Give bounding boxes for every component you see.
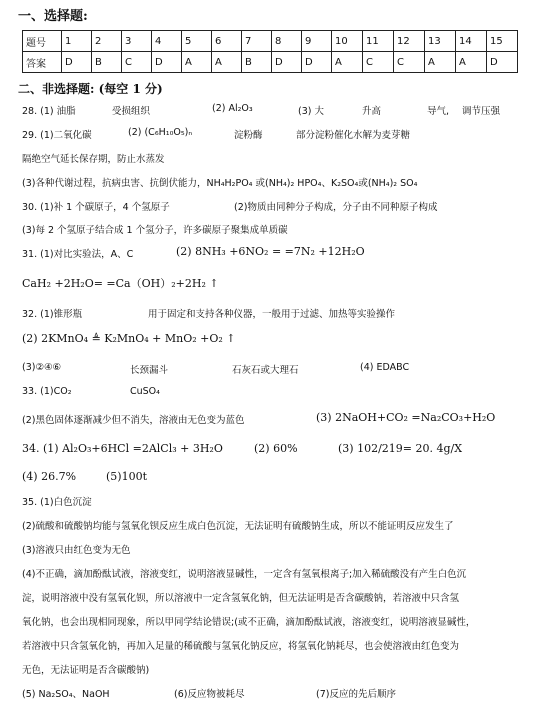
q34-d: (4) 26.7% (22, 470, 77, 483)
q28-f: 导气, (427, 106, 450, 117)
answer-cell: D (487, 52, 518, 73)
q33-c: (2)黑色固体逐渐减少但不消失，溶液由无色变为蓝色 (22, 415, 245, 426)
answer-cell: C (394, 52, 425, 73)
question-number-cell: 4 (152, 31, 182, 52)
q29-a: 29. (1)二氧化碳 (22, 130, 92, 141)
q33-d: (3) 2NaOH+CO₂ =Na₂CO₃+H₂O (316, 411, 496, 424)
q32-d: (3)②④⑥ (22, 362, 62, 373)
q28-g: 调节压强 (462, 106, 501, 117)
answer-cell: A (456, 52, 487, 73)
question-number-cell: 12 (394, 31, 425, 52)
question-number-cell: 9 (302, 31, 332, 52)
q35-g: 若溶液中只含氢氧化钠，再加入足量的稀硫酸与氢氧化钠反应，将氢氧化钠耗尽，也会使溶液由红色变为 (22, 641, 460, 652)
q35-c: (3)溶液只由红色变为无色 (22, 545, 131, 556)
answer-cell: D (62, 52, 92, 73)
question-number-cell: 1 (62, 31, 92, 52)
q35-f: 氧化钠，也会出现相同现象，所以甲同学结论错误;(或不正确，滴加酚酞试液，溶液变红，说明溶液显碱性， (22, 617, 476, 628)
section-1-title: 一、选择题: (18, 9, 88, 24)
question-number-cell: 6 (212, 31, 242, 52)
answer-table (22, 30, 518, 73)
q28-b: 受损组织 (112, 106, 151, 117)
q28-e: 升高 (362, 106, 382, 117)
q29-c: 淀粉酶 (234, 130, 263, 141)
row-head-number: 题号 (23, 31, 62, 52)
question-number-cell: 3 (122, 31, 152, 52)
q30-a: 30. (1)补 1 个碳原子，4 个氢原子 (22, 202, 170, 213)
q32-g: (4) EDABC (360, 362, 410, 373)
question-number-cell: 5 (182, 31, 212, 52)
q35-h: 无色，无法证明是否含碳酸钠) (22, 665, 150, 676)
q34-b: (2) 60% (254, 442, 298, 455)
q28-d: (3) 大 (298, 106, 324, 117)
answer-cell: A (425, 52, 456, 73)
q29-b: (2) (C₆H₁₀O₅)ₙ (128, 127, 193, 138)
answer-cell: A (212, 52, 242, 73)
q31-a: 31. (1)对比实验法，A、C (22, 249, 134, 260)
answer-cell: A (332, 52, 363, 73)
q32-f: 石灰石或大理石 (232, 365, 299, 376)
q34-a: 34. (1) Al₂O₃+6HCl =2AlCl₃ + 3H₂O (22, 442, 223, 455)
q35-k: (7)反应的先后顺序 (316, 689, 396, 700)
q34-e: (5)100t (106, 470, 147, 483)
question-number-cell: 15 (487, 31, 518, 52)
q30-b: (2)物质由同种分子构成，分子由不同种原子构成 (234, 202, 438, 213)
answer-cell: A (182, 52, 212, 73)
q35-d: (4)不正确，滴加酚酞试液，溶液变红，说明溶液显碱性，一定含有氢氧根离子;加入稀硫酸没有产生白色沉 (22, 569, 467, 580)
q32-c: (2) 2KMnO₄ ≜ K₂MnO₄ + MnO₂ +O₂ ↑ (22, 332, 236, 345)
question-number-cell: 10 (332, 31, 363, 52)
question-number-cell: 11 (363, 31, 394, 52)
table-row-numbers (23, 31, 518, 52)
q35-e: 淀，说明溶液中没有氢氧化钡，所以溶液中一定含氢氧化钠，但无法证明是否含碳酸钠，若溶液中只含氢 (22, 593, 460, 604)
answer-cell: B (92, 52, 122, 73)
q28-a: 28. (1) 油脂 (22, 106, 76, 117)
q29-e: 隔绝空气延长保存期，防止水蒸发 (22, 154, 165, 165)
table-row-answers (23, 52, 518, 73)
q28-c: (2) Al₂O₃ (212, 103, 253, 114)
answer-cell: B (242, 52, 272, 73)
question-number-cell: 8 (272, 31, 302, 52)
q35-j: (6)反应物被耗尽 (174, 689, 245, 700)
q32-b: 用于固定和支持各种仪器，一般用于过滤、加热等实验操作 (148, 309, 396, 320)
question-number-cell: 14 (456, 31, 487, 52)
row-head-answer: 答案 (23, 52, 62, 73)
q35-i: (5) Na₂SO₄、NaOH (22, 689, 110, 700)
question-number-cell: 2 (92, 31, 122, 52)
q29-d: 部分淀粉催化水解为麦芽糖 (296, 130, 411, 141)
q31-c: CaH₂ +2H₂O= =Ca（OH）₂+2H₂ ↑ (22, 277, 219, 290)
q32-a: 32. (1)锥形瓶 (22, 309, 83, 320)
q32-e: 长颈漏斗 (130, 365, 169, 376)
q29-f: (3)各种代谢过程，抗病虫害、抗倒伏能力，NH₄H₂PO₄ 或(NH₄)₂ HPO₄、K₂SO₄或(NH₄)₂ SO₄ (22, 178, 418, 189)
answer-cell: C (122, 52, 152, 73)
q35-a: 35. (1)白色沉淀 (22, 497, 92, 508)
answer-cell: D (272, 52, 302, 73)
question-number-cell: 7 (242, 31, 272, 52)
q34-c: (3) 102/219= 20. 4g/X (338, 442, 463, 455)
answer-cell: D (152, 52, 182, 73)
answer-cell: D (302, 52, 332, 73)
q30-c: (3)每 2 个氢原子结合成 1 个氢分子，许多碳原子聚集成单质碳 (22, 225, 288, 236)
section-2-title: 二、非选择题: (每空 1 分) (18, 82, 163, 96)
q33-a: 33. (1)CO₂ (22, 386, 72, 397)
question-number-cell: 13 (425, 31, 456, 52)
q31-b: (2) 8NH₃ +6NO₂ = =7N₂ +12H₂O (176, 245, 365, 258)
answer-cell: C (363, 52, 394, 73)
q33-b: CuSO₄ (130, 386, 160, 397)
q35-b: (2)硫酸和硫酸钠均能与氢氧化钡反应生成白色沉淀，无法证明有硫酸钠生成，所以不能证明反应发生了 (22, 521, 454, 532)
